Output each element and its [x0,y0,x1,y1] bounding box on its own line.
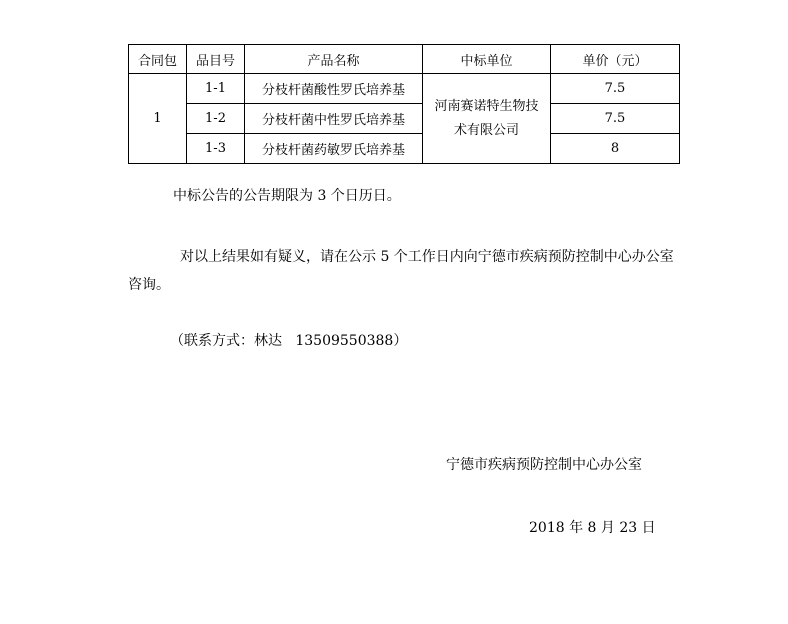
product-name-cell: 分枝杆菌药敏罗氏培养基 [245,134,423,164]
issue-date: 2018 年 8 月 23 日 [529,520,656,536]
header-contract-package: 合同包 [129,45,187,74]
unit-price-cell: 8 [551,134,680,164]
unit-price-cell: 7.5 [551,74,680,104]
item-no-cell: 1-3 [187,134,245,164]
product-name-cell: 分枝杆菌酸性罗氏培养基 [245,74,423,104]
header-unit-price: 单价（元） [551,45,680,74]
unit-price-cell: 7.5 [551,104,680,134]
table-row [129,74,680,104]
objection-paragraph: 对以上结果如有疑义，请在公示 5 个工作日内向宁德市疾病预防控制中心办公室咨询。 [128,249,674,293]
table-header-row [129,45,680,74]
table-row [129,134,680,164]
item-no-cell: 1-2 [187,104,245,134]
award-table [128,44,680,164]
table-row [129,104,680,134]
contact-paragraph: （联系方式：林达 13509550388） [170,333,408,349]
supplier-cell [423,74,551,164]
product-name-cell: 分枝杆菌中性罗氏培养基 [245,104,423,134]
item-no-cell: 1-1 [187,74,245,104]
header-item-no: 品目号 [187,45,245,74]
header-product-name: 产品名称 [245,45,423,74]
notice-period-paragraph: 中标公告的公告期限为 3 个日历日。 [173,188,401,204]
contract-package-cell: 1 [129,74,187,164]
issuer-signature: 宁德市疾病预防控制中心办公室 [446,457,642,473]
header-winning-supplier: 中标单位 [423,45,551,74]
supplier-name: 河南赛诺特生物技术有限公司 [434,98,539,138]
